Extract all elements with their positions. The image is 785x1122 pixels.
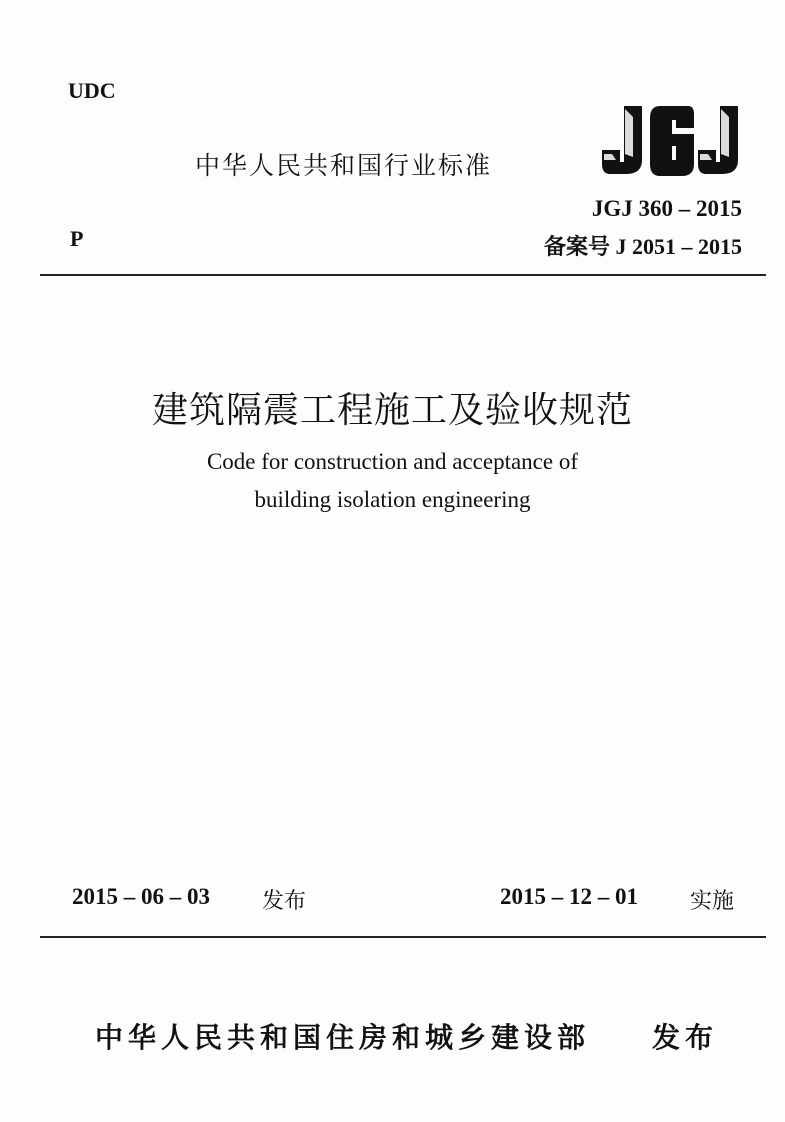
publisher-action: 发布 <box>652 1021 719 1054</box>
publisher: 中华人民共和国住房和城乡建设部 <box>95 1021 591 1054</box>
category-label: P <box>70 226 84 251</box>
jgj-logo <box>600 104 746 176</box>
udc-label: UDC <box>68 78 116 103</box>
effective-date: 2015 – 12 – 01 <box>500 884 638 909</box>
issue-date: 2015 – 06 – 03 <box>72 884 210 909</box>
header-title: 中华人民共和国行业标准 <box>195 151 493 180</box>
issue-label: 发布 <box>262 889 307 914</box>
record-number: 备案号 J 2051 – 2015 <box>543 234 742 259</box>
bottom-divider <box>40 936 766 938</box>
effective-label: 实施 <box>690 889 735 914</box>
title-chinese: 建筑隔震工程施工及验收规范 <box>151 390 633 431</box>
top-divider <box>40 274 766 276</box>
title-english-line1: Code for construction and acceptance of <box>206 449 579 474</box>
standard-number: JGJ 360 – 2015 <box>591 196 742 221</box>
title-english-line2: building isolation engineering <box>254 487 531 512</box>
